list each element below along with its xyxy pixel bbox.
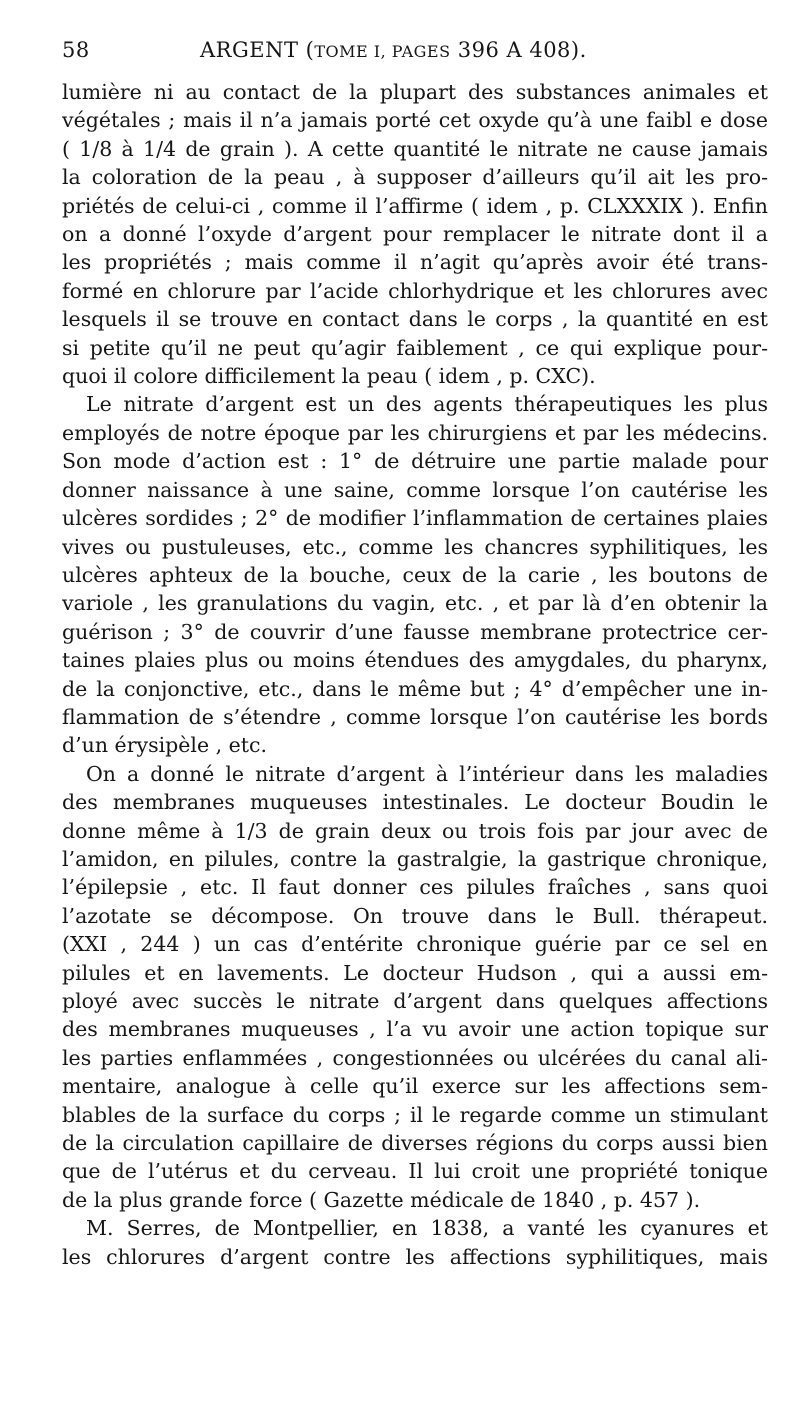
text-line: ulcères sordides ; 2° de modifier l’inflammation de certaines plaies [62,506,768,531]
running-title-small: TOME I, PAGES [314,42,451,61]
paragraph-1 [62,78,768,390]
running-title [142,38,768,62]
text-line: pilules et en lavements. Le docteur Hudson , qui a aussi em- [62,960,768,985]
text-line: les parties enflammées , congestionnées ou ulcérées du canal ali- [62,1045,768,1070]
text-line: taines plaies plus ou moins étendues des amygdales, du pharynx, [62,648,768,673]
running-title-suffix: 396 A 408). [457,38,587,62]
paragraph-4 [62,1214,768,1271]
paragraph-2 [62,390,768,759]
text-line: variole , les granulations du vagin, etc. , et par là d’en obtenir la [62,591,768,616]
text-line: Son mode d’action est : 1° de détruire une partie malade pour [62,449,768,474]
page-number: 58 [62,38,90,62]
text-line: ployé avec succès le nitrate d’argent dans quelques affections [62,989,768,1013]
text-line: les chlorures d’argent contre les affections syphilitiques, mais [62,1244,768,1269]
text-line: (XXI , 244 ) un cas d’entérite chronique guérie par ce sel en [62,932,768,957]
text-line: blables de la surface du corps ; il le regarde comme un stimulant [62,1102,768,1127]
text-line: priétés de celui-ci , comme il l’affirme ( idem , p. CLXXXIX ). Enfin [62,193,768,218]
paragraph-3 [62,760,768,1215]
running-title-prefix: ARGENT ( [200,38,315,62]
text-line: guérison ; 3° de couvrir d’une fausse membrane protectrice cer- [62,619,768,644]
text-line: d’un érysipèle , etc. [62,733,268,758]
text-line: végétales ; mais il n’a jamais porté cet oxyde qu’à une faibl e dose [62,108,768,133]
text-line: l’épilepsie , etc. Il faut donner ces pilules fraîches , sans quoi [62,875,768,900]
text-line: des membranes muqueuses intestinales. Le docteur Boudin le [62,790,768,815]
text-line: de la plus grande force ( Gazette médicale de 1840 , p. 457 ). [62,1187,701,1212]
text-line: Le nitrate d’argent est un des agents thérapeutiques les plus [86,392,768,417]
text-line: On a donné le nitrate d’argent à l’intérieur dans les maladies [86,761,768,786]
text-line: de la circulation capillaire de diverses régions du corps aussi bien [62,1131,768,1156]
text-line: M. Serres, de Montpellier, en 1838, a vanté les cyanures et [86,1216,768,1241]
text-line: que de l’utérus et du cerveau. Il lui croit une propriété tonique [62,1159,768,1184]
text-line: vives ou pustuleuses, etc., comme les chancres syphilitiques, les [62,534,768,559]
text-line: quoi il colore difficilement la peau ( idem , p. CXC). [62,364,596,389]
text-line: mentaire, analogue à celle qu’il exerce sur les affections sem- [62,1074,768,1099]
text-line: l’azotate se décompose. On trouve dans le Bull. thérapeut. [62,903,768,928]
text-line: ulcères aphteux de la bouche, ceux de la carie , les boutons de [62,562,768,587]
text-line: lesquels il se trouve en contact dans le corps , la quantité en est [62,307,768,332]
text-line: on a donné l’oxyde d’argent pour remplacer le nitrate dont il a [62,222,768,247]
text-line: les propriétés ; mais comme il n’agit qu’après avoir été trans- [62,250,768,275]
text-line: lumière ni au contact de la plupart des substances animales et [62,80,768,104]
text-line: donner naissance à une saine, comme lorsque l’on cautérise les [62,477,768,502]
text-line: la coloration de la peau , à supposer d’ailleurs qu’il ait les pro- [62,165,768,190]
text-line: formé en chlorure par l’acide chlorhydrique et les chlorures avec [62,278,768,303]
text-line: si petite qu’il ne peut qu’agir faiblement , ce qui explique pour- [62,335,768,360]
text-line: ( 1/8 à 1/4 de grain ). A cette quantité le nitrate ne cause jamais [62,136,768,161]
text-line: de la conjonctive, etc., dans le même but ; 4° d’empêcher une in- [62,676,768,701]
text-line: employés de notre époque par les chirurgiens et par les médecins. [62,420,768,445]
page-header [62,38,768,78]
text-line: flammation de s’étendre , comme lorsque l’on cautérise les bords [62,704,768,729]
text-line: donne même à 1/3 de grain deux ou trois fois par jour avec de [62,818,768,843]
text-line: des membranes muqueuses , l’a vu avoir une action topique sur [62,1017,768,1042]
page-body [62,78,768,1271]
text-line: l’amidon, en pilules, contre la gastralgie, la gastrique chronique, [62,846,768,871]
